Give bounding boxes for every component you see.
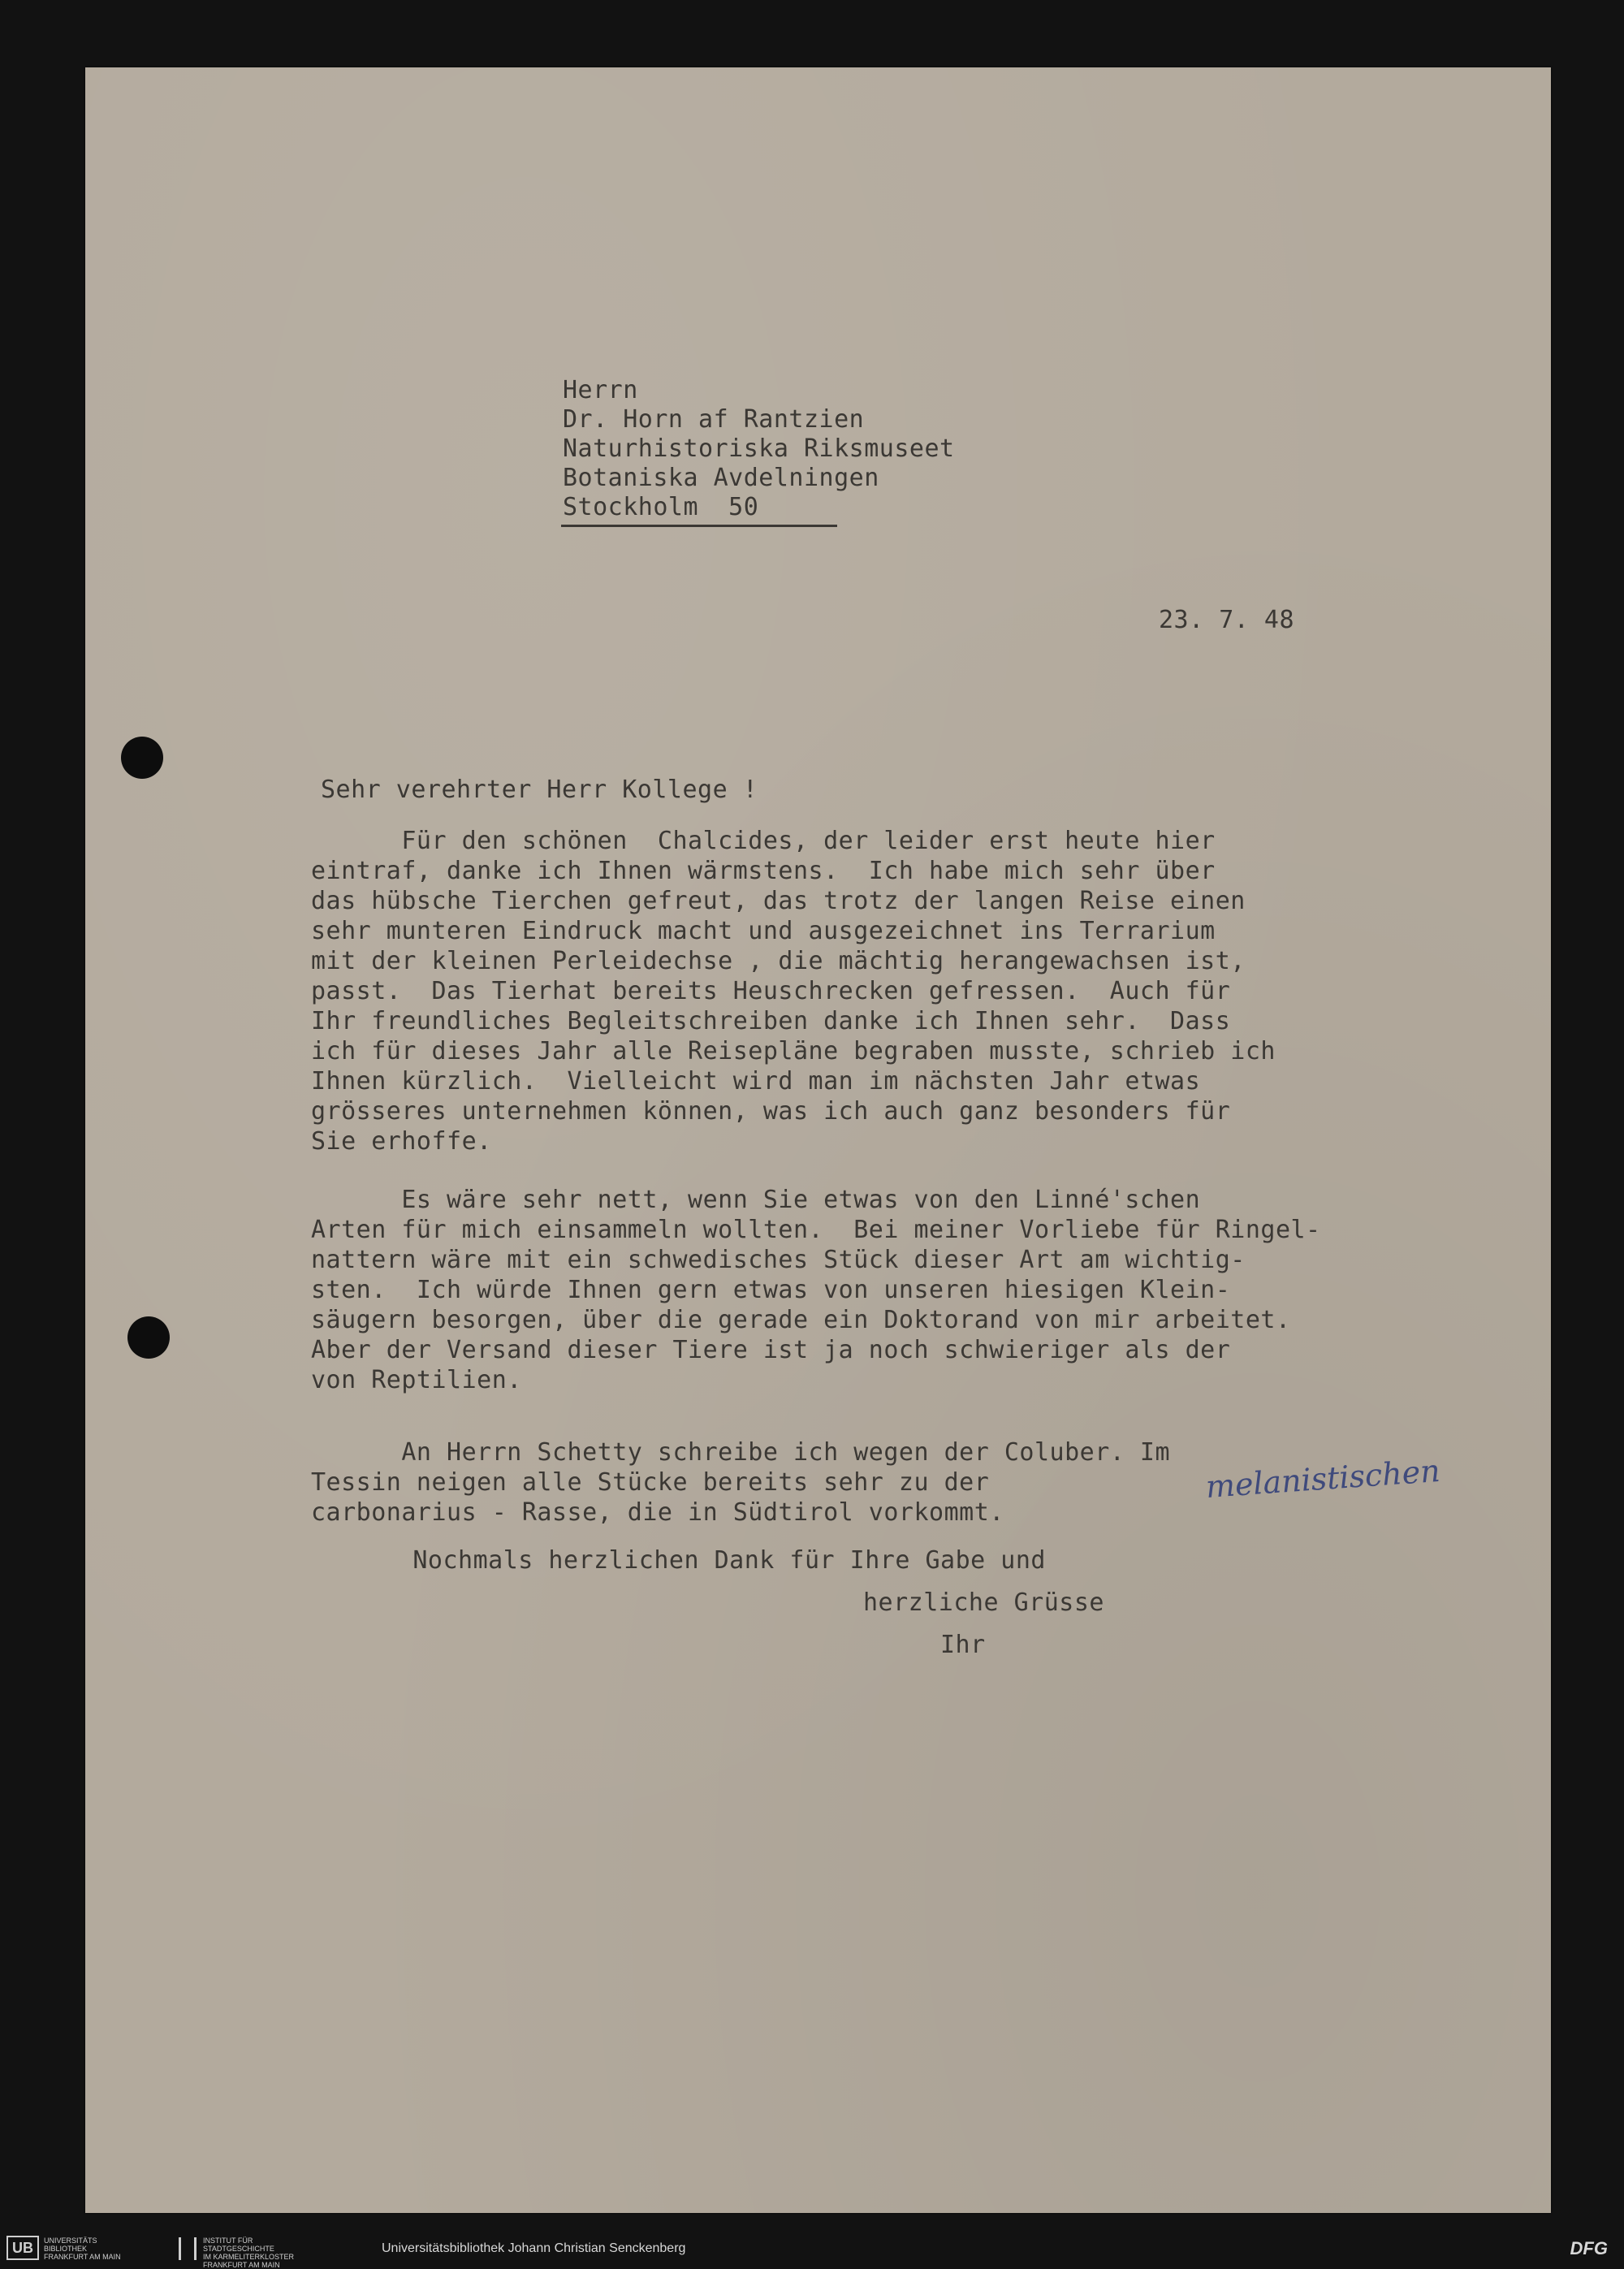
paragraph-2-line: nattern wäre mit ein schwedisches Stück dieser Art am wichtig- (311, 1246, 1246, 1274)
letter-sheet (85, 67, 1551, 2213)
paragraph-1 (311, 826, 1276, 1156)
recipient-line-5: Stockholm 50 (563, 493, 759, 521)
letter-date: 23. 7. 48 (1159, 606, 1295, 634)
paragraph-1-line: Ihnen kürzlich. Vielleicht wird man im nächsten Jahr etwas (311, 1067, 1201, 1096)
handwritten-note: melanistischen (1204, 1452, 1441, 1505)
paragraph-2-line: Es wäre sehr nett, wenn Sie etwas von den Linné'schen (311, 1186, 1201, 1214)
paragraph-1-line: ich für dieses Jahr alle Reisepläne begraben musste, schrieb ich (311, 1037, 1276, 1065)
recipient-line-4: Botaniska Avdelningen (563, 464, 879, 492)
paragraph-3 (311, 1437, 1170, 1528)
recipient-address (563, 376, 955, 522)
paragraph-2-line: von Reptilien. (311, 1366, 522, 1394)
paragraph-1-line: Ihr freundliches Begleitschreiben danke ich Ihnen sehr. Dass (311, 1007, 1231, 1035)
paragraph-1-line: Sie erhoffe. (311, 1127, 492, 1156)
paragraph-3-line: Tessin neigen alle Stücke bereits sehr zu der (311, 1468, 990, 1497)
punch-hole-top (121, 737, 163, 779)
paragraph-3-line: An Herrn Schetty schreibe ich wegen der Coluber. Im (311, 1438, 1171, 1467)
footer-bar (0, 2230, 1624, 2267)
recipient-line-3: Naturhistoriska Riksmuseet (563, 434, 955, 463)
closing-greeting: herzliche Grüsse (863, 1588, 1104, 1617)
paragraph-1-line: grösseres unternehmen können, was ich auch ganz besonders für (311, 1097, 1231, 1126)
institute-logo-text: INSTITUT FÜR STADTGESCHICHTE IM KARMELITERKLOSTER FRANKFURT AM MAIN (203, 2237, 295, 2269)
paragraph-2-line: Aber der Versand dieser Tiere ist ja noch schwieriger als der (311, 1336, 1231, 1364)
recipient-line-1: Herrn (563, 376, 638, 404)
ub-logo-text: UNIVERSITÄTS BIBLIOTHEK FRANKFURT AM MAIN (44, 2237, 121, 2261)
dfg-logo: DFG (1570, 2238, 1608, 2258)
closing-signoff: Ihr (940, 1631, 986, 1659)
address-underline (561, 525, 837, 527)
paragraph-2-line: säugern besorgen, über die gerade ein Doktorand von mir arbeitet. (311, 1306, 1291, 1334)
paragraph-2-line: sten. Ich würde Ihnen gern etwas von unseren hiesigen Klein- (311, 1276, 1231, 1304)
paragraph-1-line: mit der kleinen Perleidechse , die mächtig herangewachsen ist, (311, 947, 1246, 975)
paragraph-1-line: Für den schönen Chalcides, der leider erst heute hier (311, 827, 1216, 855)
recipient-line-2: Dr. Horn af Rantzien (563, 405, 865, 434)
ub-logo: UB (6, 2236, 39, 2260)
institute-logo-mark (179, 2237, 197, 2260)
paragraph-3-line: carbonarius - Rasse, die in Südtirol vorkommt. (311, 1498, 1004, 1527)
library-credit: Universitätsbibliothek Johann Christian Senckenberg (382, 2241, 686, 2255)
closing-line-1: Nochmals herzlichen Dank für Ihre Gabe und (322, 1546, 1046, 1575)
punch-hole-bottom (127, 1316, 170, 1359)
paragraph-1-line: das hübsche Tierchen gefreut, das trotz der langen Reise einen (311, 887, 1246, 915)
paragraph-2 (311, 1185, 1321, 1395)
paragraph-1-line: sehr munteren Eindruck macht und ausgezeichnet ins Terrarium (311, 917, 1216, 945)
paragraph-1-line: passt. Das Tierhat bereits Heuschrecken gefressen. Auch für (311, 977, 1231, 1005)
paragraph-2-line: Arten für mich einsammeln wollten. Bei meiner Vorliebe für Ringel- (311, 1216, 1321, 1244)
paragraph-1-line: eintraf, danke ich Ihnen wärmstens. Ich habe mich sehr über (311, 857, 1216, 885)
salutation: Sehr verehrter Herr Kollege ! (321, 776, 758, 804)
